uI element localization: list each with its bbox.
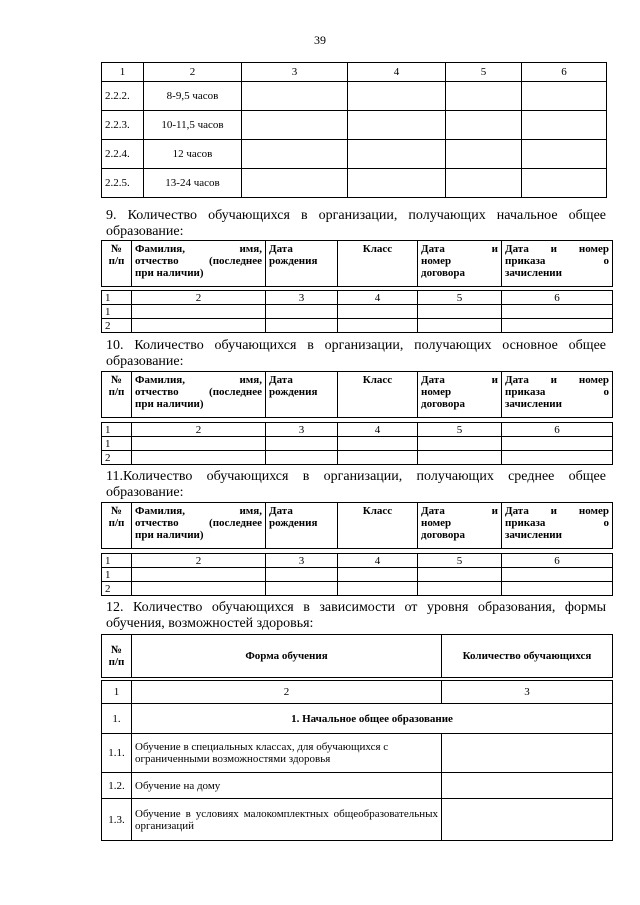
table-row: [102, 169, 607, 198]
table-row: 1.1. Обучение в специальных классах, для обучающихся с ограниченными возможностями здоровья: [102, 734, 613, 773]
header-number: № п/п: [102, 635, 132, 678]
table-row: 1: [102, 568, 613, 582]
student-body-table-10: 1 2 3 4 5 6 1 2: [101, 422, 613, 465]
table-row: 2: [102, 451, 613, 465]
header-class: Класс: [338, 503, 418, 549]
table-row: [102, 82, 607, 111]
section-12-heading: 12. Количество обучающихся в зависимости от уровня образования, формы обучения, возможностей здоровья:: [106, 600, 606, 631]
header-order: Дата и номер приказа о зачислении: [502, 241, 613, 287]
header-number: № п/п: [102, 503, 132, 549]
col-num: 2: [144, 63, 242, 82]
header-number: № п/п: [102, 372, 132, 418]
header-birthdate: Дата рождения: [266, 241, 338, 287]
header-contract: Дата и номер договора: [418, 241, 502, 287]
student-body-table-11: 1 2 3 4 5 6 1 2: [101, 553, 613, 596]
hours-table-header-row: [102, 63, 607, 82]
header-birthdate: Дата рождения: [266, 503, 338, 549]
header-contract: Дата и номер договора: [418, 372, 502, 418]
col-num: 1: [102, 63, 144, 82]
page-number: 39: [314, 33, 326, 47]
row-hours: 12 часов: [144, 140, 242, 169]
header-name: Фамилия, имя, отчество (последнее при наличии): [132, 241, 266, 287]
header-number: № п/п: [102, 241, 132, 287]
table-row: 1: [102, 305, 613, 319]
col-num: 5: [446, 63, 522, 82]
student-body-table-9: 1 2 3 4 5 6 1 2: [101, 290, 613, 333]
row-code: 2.2.5.: [102, 169, 144, 198]
student-header-table-9: [101, 240, 613, 287]
row-hours: 13-24 часов: [144, 169, 242, 198]
header-class: Класс: [338, 372, 418, 418]
section-9-heading: 9. Количество обучающихся в организации, получающих начальное общее образование:: [106, 208, 606, 239]
header-order: Дата и номер приказа о зачислении: [502, 503, 613, 549]
table-row: 1: [102, 437, 613, 451]
row-code: 2.2.4.: [102, 140, 144, 169]
table-row: [102, 111, 607, 140]
table-row: [102, 140, 607, 169]
header-class: Класс: [338, 241, 418, 287]
row-code: 2.2.3.: [102, 111, 144, 140]
table-row: 1.3. Обучение в условиях малокомплектных общеобразовательных организаций: [102, 799, 613, 841]
row-code: 2.2.2.: [102, 82, 144, 111]
header-name: Фамилия, имя, отчество (последнее при наличии): [132, 372, 266, 418]
header-count: Количество обучающихся: [442, 635, 613, 678]
header-contract: Дата и номер договора: [418, 503, 502, 549]
header-order: Дата и номер приказа о зачислении: [502, 372, 613, 418]
table-row: 2: [102, 319, 613, 333]
row-hours: 8-9,5 часов: [144, 82, 242, 111]
row-hours: 10-11,5 часов: [144, 111, 242, 140]
form-body-table: 1 2 3 1. 1. Начальное общее образование 1.1. Обучение в специальных классах, для обучающихся с ограниченными возможностями здоровья 1.2. Обучение на дому 1.3. Обучение в условиях малокомплектных общеобразовательных организаций: [101, 680, 613, 841]
form-header-table: [101, 634, 613, 678]
section-11-heading: 11.Количество обучающихся в организации, получающих среднее общее образование:: [106, 469, 606, 500]
student-header-table-10: [101, 371, 613, 418]
section-10-heading: 10. Количество обучающихся в организации, получающих основное общее образование:: [106, 338, 606, 369]
col-num: 4: [348, 63, 446, 82]
section-row: 1. 1. Начальное общее образование: [102, 704, 613, 734]
header-form: Форма обучения: [132, 635, 442, 678]
student-header-table-11: [101, 502, 613, 549]
table-row: 1.2. Обучение на дому: [102, 773, 613, 799]
hours-table: [101, 62, 607, 198]
header-birthdate: Дата рождения: [266, 372, 338, 418]
header-name: Фамилия, имя, отчество (последнее при наличии): [132, 503, 266, 549]
table-row: 2: [102, 582, 613, 596]
col-num: 3: [242, 63, 348, 82]
col-num: 6: [522, 63, 607, 82]
section-title: 1. Начальное общее образование: [132, 704, 613, 734]
